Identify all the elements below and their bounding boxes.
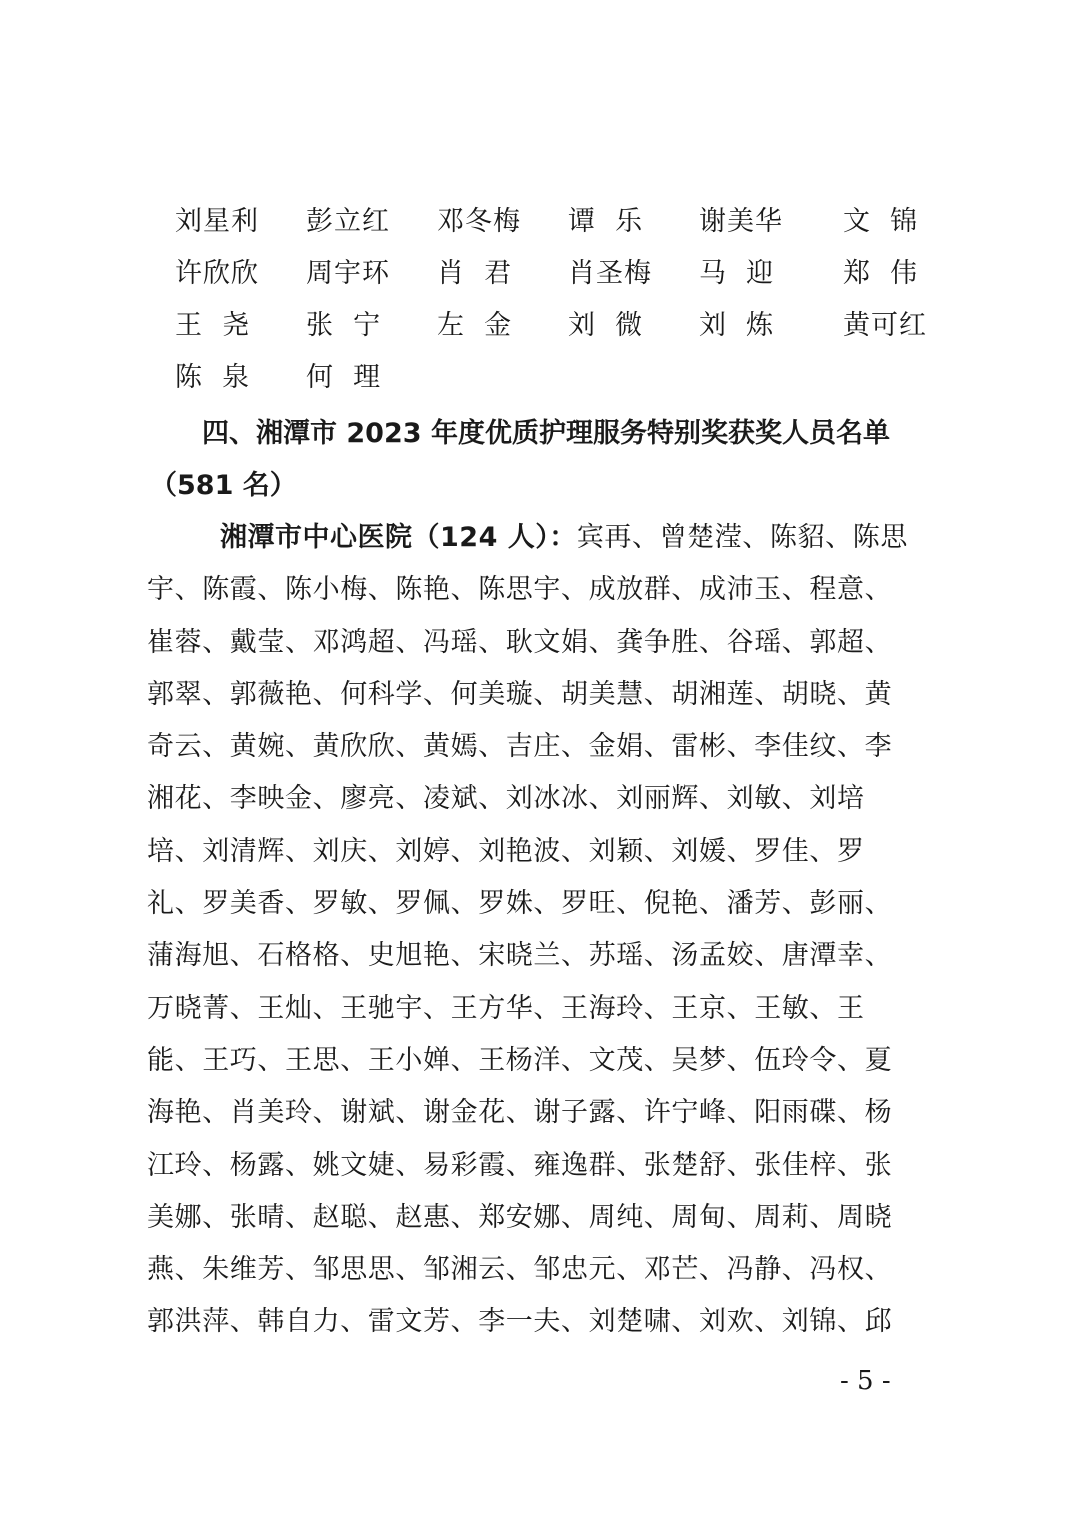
paragraph-line: 江玲、杨露、姚文婕、易彩霞、雍逸群、张楚舒、张佳梓、张 (147, 1149, 893, 1181)
name-cell: 左 金 (437, 310, 513, 341)
name-grid-row (175, 196, 945, 248)
name-cell: 周宇环 (306, 258, 390, 289)
paragraph-line: 燕、朱维芳、邹思思、邹湘云、邹忠元、邓芒、冯静、冯权、 (147, 1254, 893, 1286)
paragraph-line: 培、刘清辉、刘庆、刘婷、刘艳波、刘颖、刘媛、罗佳、罗 (147, 835, 865, 867)
name-cell: 刘星利 (175, 206, 259, 237)
name-cell: 彭立红 (306, 206, 390, 237)
name-grid-row (175, 300, 945, 352)
paragraph-line: 能、王巧、王思、王小婵、王杨洋、文茂、吴梦、伍玲令、夏 (147, 1044, 893, 1076)
paragraph-line (147, 512, 947, 564)
organization-label: 湘潭市中心医院（124 人）： (220, 522, 577, 553)
name-cell: 马 迎 (699, 258, 775, 289)
name-cell: 邓冬梅 (437, 206, 521, 237)
paragraph-line: 崔蓉、戴莹、邓鸿超、冯瑶、耿文娟、龚争胜、谷瑶、郭超、 (147, 626, 893, 658)
page-number: - 5 - (840, 1366, 891, 1396)
name-grid-row (175, 248, 945, 300)
name-cell: 谢美华 (699, 206, 783, 237)
name-cell: 许欣欣 (175, 258, 259, 289)
name-cell: 王 尧 (175, 310, 251, 341)
name-cell: 何 理 (306, 362, 382, 393)
section-heading-line: 四、湘潭市 2023 年度优质护理服务特别奖获奖人员名单 (202, 418, 890, 449)
paragraph-line: 郭洪萍、韩自力、雷文芳、李一夫、刘楚啸、刘欢、刘锦、邱 (147, 1306, 893, 1338)
paragraph-line: 礼、罗美香、罗敏、罗佩、罗姝、罗旺、倪艳、潘芳、彭丽、 (147, 888, 893, 920)
award-list-paragraph (147, 512, 947, 1349)
paragraph-line: 奇云、黄婉、黄欣欣、黄嫣、吉庄、金娟、雷彬、李佳纹、李 (147, 731, 893, 763)
paragraph-line: 湘花、李映金、廖亮、凌斌、刘冰冰、刘丽辉、刘敏、刘培 (147, 783, 865, 815)
name-grid-row (175, 352, 945, 404)
paragraph-line: 宇、陈霞、陈小梅、陈艳、陈思宇、成放群、成沛玉、程意、 (147, 574, 893, 606)
name-cell: 谭 乐 (568, 206, 644, 237)
name-cell: 文 锦 (843, 206, 919, 237)
paragraph-line: 万晓菁、王灿、王驰宇、王方华、王海玲、王京、王敏、王 (147, 992, 865, 1024)
name-cell: 郑 伟 (843, 258, 919, 289)
name-cell: 刘 微 (568, 310, 644, 341)
paragraph-line: 郭翠、郭薇艳、何科学、何美璇、胡美慧、胡湘莲、胡晓、黄 (147, 678, 893, 710)
name-grid (175, 196, 945, 404)
name-list-text: 宾再、曾楚滢、陈貂、陈思 (576, 522, 908, 553)
name-cell: 黄可红 (843, 310, 927, 341)
section-heading (150, 408, 950, 512)
paragraph-line: 美娜、张晴、赵聪、赵惠、郑安娜、周纯、周甸、周莉、周晓 (147, 1201, 893, 1233)
name-cell: 肖圣梅 (568, 258, 652, 289)
paragraph-line: 蒲海旭、石格格、史旭艳、宋晓兰、苏瑶、汤孟姣、唐潭幸、 (147, 940, 893, 972)
paragraph-line: 海艳、肖美玲、谢斌、谢金花、谢子露、许宁峰、阳雨碟、杨 (147, 1097, 893, 1129)
name-cell: 张 宁 (306, 310, 382, 341)
name-cell: 肖 君 (437, 258, 513, 289)
name-cell: 刘 炼 (699, 310, 775, 341)
name-cell: 陈 泉 (175, 362, 251, 393)
section-heading-count: （581 名） (150, 470, 297, 501)
